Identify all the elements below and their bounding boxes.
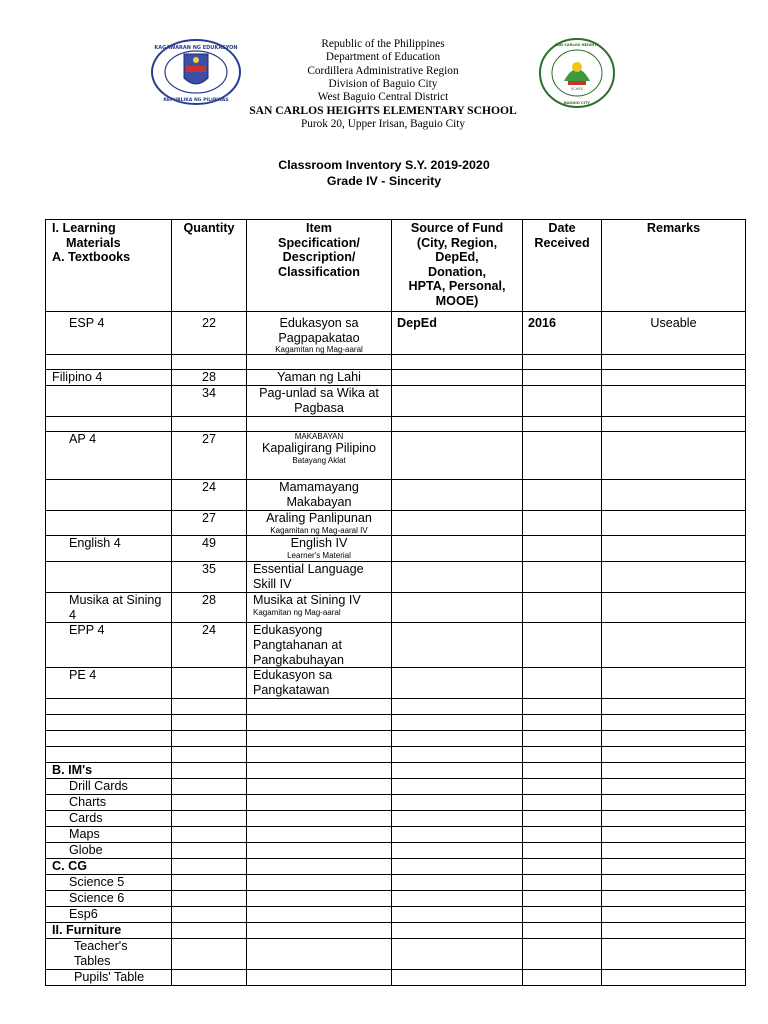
section-heading-furniture: II. Furniture	[46, 923, 172, 939]
school-address: Purok 20, Upper Irisan, Baguio City	[300, 117, 466, 130]
section-heading-ims: B. IM's	[46, 763, 172, 779]
quantity-cell: 27	[172, 511, 247, 536]
table-row	[46, 536, 746, 562]
quantity-cell: 27	[172, 432, 247, 480]
material-cell: Maps	[46, 827, 172, 843]
title-line-1: Classroom Inventory S.Y. 2019-2020	[278, 158, 490, 172]
table-row	[46, 811, 746, 827]
quantity-cell: 28	[172, 370, 247, 386]
table-header-row	[46, 220, 746, 312]
table-row	[46, 370, 746, 386]
quantity-cell: 35	[172, 562, 247, 593]
table-row	[46, 312, 746, 355]
table-row	[46, 386, 746, 417]
header-remarks: Remarks	[602, 220, 746, 312]
table-row	[46, 843, 746, 859]
table-row	[46, 747, 746, 763]
letterhead-line: West Baguio Central District	[317, 91, 449, 104]
table-row	[46, 699, 746, 715]
quantity-cell: 22	[172, 312, 247, 355]
header-quantity: Quantity	[172, 220, 247, 312]
item-cell: MAKABAYAN Kapaligirang Pilipino Batayang Aklat	[247, 432, 392, 480]
table-row	[46, 859, 746, 875]
header-learning-materials: I. Learning Materials A. Textbooks	[46, 220, 172, 312]
section-heading-cg: C. CG	[46, 859, 172, 875]
quantity-cell: 24	[172, 480, 247, 511]
material-cell: Esp6	[46, 907, 172, 923]
material-cell: PE 4	[46, 668, 172, 699]
svg-text:BAGUIO CITY: BAGUIO CITY	[563, 101, 591, 105]
date-cell: 2016	[523, 312, 602, 355]
inventory-table	[45, 219, 746, 986]
item-cell: Araling Panlipunan Kagamitan ng Mag-aaral IV	[247, 511, 392, 536]
table-row	[46, 593, 746, 623]
material-cell: EPP 4	[46, 623, 172, 668]
material-cell: Pupils' Table	[46, 970, 172, 986]
quantity-cell: 34	[172, 386, 247, 417]
item-cell: Edukasyon sa Pagpapakatao Kagamitan ng Mag-aaral	[247, 312, 392, 355]
letterhead-line: Division of Baguio City	[328, 77, 438, 90]
header-item-specification: Item Specification/ Description/ Classification	[247, 220, 392, 312]
source-cell: DepEd	[392, 312, 523, 355]
table-row	[46, 763, 746, 779]
item-cell: Pag-unlad sa Wika at Pagbasa	[247, 386, 392, 417]
letterhead-line: Republic of the Philippines	[321, 38, 445, 50]
table-row	[46, 668, 746, 699]
table-row	[46, 779, 746, 795]
material-cell: Drill Cards	[46, 779, 172, 795]
table-row	[46, 715, 746, 731]
document-title	[0, 158, 768, 189]
material-cell: Globe	[46, 843, 172, 859]
table-row	[46, 827, 746, 843]
table-row	[46, 355, 746, 370]
quantity-cell: 49	[172, 536, 247, 562]
material-cell: Filipino 4	[46, 370, 172, 386]
svg-text:REPUBLIKA NG PILIPINAS: REPUBLIKA NG PILIPINAS	[163, 98, 229, 103]
item-cell: Essential Language Skill IV	[247, 562, 392, 593]
table-row	[46, 875, 746, 891]
school-seal-logo	[538, 37, 616, 109]
header-source-of-fund: Source of Fund (City, Region, DepEd, Donation, HPTA, Personal, MOOE)	[392, 220, 523, 312]
table-row	[46, 480, 746, 511]
school-name: SAN CARLOS HEIGHTS ELEMENTARY SCHOOL	[249, 104, 517, 118]
table-row	[46, 562, 746, 593]
letterhead-line: Cordillera Administrative Region	[307, 64, 459, 77]
item-cell: Edukasyong Pangtahanan at Pangkabuhayan	[247, 623, 392, 668]
table-row	[46, 907, 746, 923]
table-row	[46, 417, 746, 432]
svg-text:SAN CARLOS HEIGHTS: SAN CARLOS HEIGHTS	[554, 43, 600, 47]
table-row	[46, 623, 746, 668]
table-row	[46, 939, 746, 970]
table-row	[46, 970, 746, 986]
material-cell: AP 4	[46, 432, 172, 480]
remarks-cell: Useable	[602, 312, 746, 355]
item-cell: English IV Learner's Material	[247, 536, 392, 562]
material-cell: ESP 4	[46, 312, 172, 355]
item-cell: Musika at Sining IV Kagamitan ng Mag-aaral	[247, 593, 392, 623]
material-cell: English 4	[46, 536, 172, 562]
quantity-cell: 28	[172, 593, 247, 623]
material-cell: Science 6	[46, 891, 172, 907]
deped-seal-logo	[150, 38, 242, 106]
material-cell: Cards	[46, 811, 172, 827]
item-cell: Edukasyon sa Pangkatawan	[247, 668, 392, 699]
material-cell: Charts	[46, 795, 172, 811]
item-cell: Yaman ng Lahi	[247, 370, 392, 386]
title-line-2: Grade IV - Sincerity	[326, 173, 442, 188]
header-date-received: Date Received	[523, 220, 602, 312]
table-row	[46, 795, 746, 811]
table-row	[46, 511, 746, 536]
letterhead-line: Department of Education	[325, 51, 441, 64]
material-cell: Musika at Sining 4	[46, 593, 172, 623]
item-cell: Mamamayang Makabayan	[247, 480, 392, 511]
material-cell: Teacher's Tables	[46, 939, 172, 970]
table-row	[46, 923, 746, 939]
letterhead	[230, 38, 536, 131]
svg-text:KAGAWARAN NG EDUKASYON: KAGAWARAN NG EDUKASYON	[154, 45, 238, 51]
table-row	[46, 731, 746, 747]
svg-text:SCHES: SCHES	[570, 87, 584, 91]
table-row	[46, 432, 746, 480]
material-cell: Science 5	[46, 875, 172, 891]
table-row	[46, 891, 746, 907]
quantity-cell: 24	[172, 623, 247, 668]
